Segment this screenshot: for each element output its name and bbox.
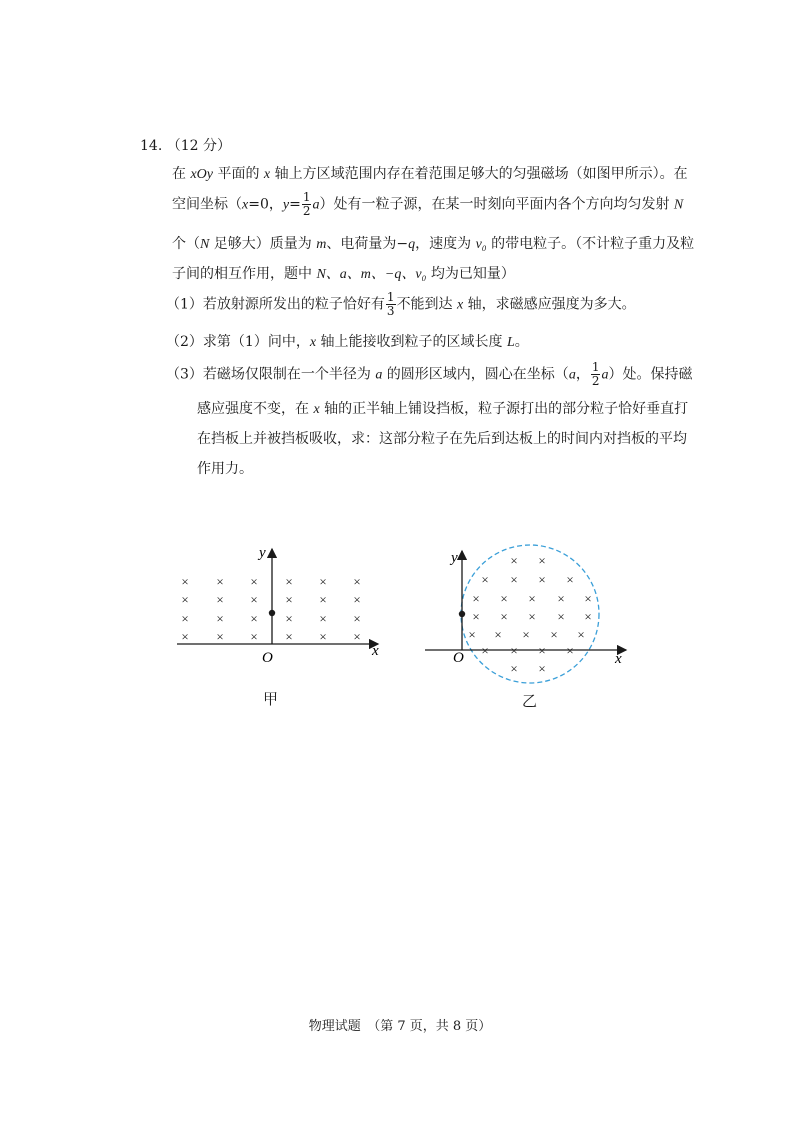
field-mark: ×	[353, 629, 361, 644]
stem-line-3: 个（N 足够大）质量为 m、电荷量为−q，速度为 v₀ 的带电粒子。（不计粒子重力及粒	[172, 236, 695, 252]
particle-source	[269, 610, 275, 616]
figure-jia	[170, 540, 390, 670]
x-axis-label: x	[615, 651, 622, 667]
figure-yi	[418, 540, 628, 700]
field-mark: ×	[216, 574, 224, 589]
particle-source	[459, 611, 465, 617]
field-mark: ×	[481, 572, 489, 587]
stem-line-1: 在 xOy 平面的 x 轴上方区域范围内存在着范围足够大的匀强磁场（如图甲所示）。在	[172, 166, 688, 182]
field-mark: ×	[584, 591, 592, 606]
field-mark: ×	[216, 592, 224, 607]
x-axis-label: x	[372, 643, 379, 659]
sub-question-3-line-3: 在挡板上并被挡板吸收，求：这部分粒子在先后到达板上的时间内对挡板的平均	[197, 431, 687, 447]
field-mark: ×	[510, 661, 518, 676]
field-mark: ×	[510, 643, 518, 658]
field-mark: ×	[285, 611, 293, 626]
field-mark: ×	[538, 643, 546, 658]
field-mark: ×	[285, 629, 293, 644]
page-footer: 物理试题 （第 7 页，共 8 页）	[308, 1019, 492, 1034]
stem-line-2: 空间坐标（x=0，y= $\frac{1}{2}$ a）处有一粒子源，在某一时刻向平面内各个方向均匀发射 N	[172, 190, 684, 218]
field-mark: ×	[468, 627, 476, 642]
field-mark: ×	[319, 629, 327, 644]
question-score: （12 分）	[166, 138, 231, 154]
sub-question-3-line-2: 感应强度不变，在 x 轴的正半轴上铺设挡板，粒子源打出的部分粒子恰好垂直打	[197, 401, 689, 417]
sub-question-3-line-4: 作用力。	[197, 461, 253, 477]
fraction-third: $\frac{1}{3}$	[386, 290, 395, 318]
field-mark: ×	[285, 574, 293, 589]
fraction-half-2: $\frac{1}{2}$	[591, 360, 600, 388]
sub-question-3: （3）若磁场仅限制在一个半径为 a 的圆形区域内，圆心在坐标（a， $\frac{1}{2}$ a）处。保持磁	[166, 360, 693, 388]
fraction-half: $\frac{1}{2}$	[302, 190, 311, 218]
field-mark: ×	[510, 572, 518, 587]
field-mark: ×	[494, 627, 502, 642]
field-mark: ×	[550, 627, 558, 642]
field-mark: ×	[577, 627, 585, 642]
origin-label: O	[453, 650, 464, 666]
field-mark: ×	[319, 592, 327, 607]
field-mark: ×	[538, 553, 546, 568]
field-mark: ×	[500, 591, 508, 606]
field-mark: ×	[557, 609, 565, 624]
field-mark: ×	[500, 609, 508, 624]
sub-question-2: （2）求第（1）问中，x 轴上能接收到粒子的区域长度 L。	[166, 334, 529, 350]
y-axis-label: y	[259, 545, 266, 561]
field-mark: ×	[528, 591, 536, 606]
sub-question-1: （1）若放射源所发出的粒子恰好有 $\frac{1}{3}$ 不能到达 x 轴，求磁感应强度为多大。	[166, 290, 636, 318]
field-mark: ×	[181, 574, 189, 589]
field-mark: ×	[181, 611, 189, 626]
field-marks	[181, 574, 360, 644]
field-mark: ×	[285, 592, 293, 607]
field-mark: ×	[353, 592, 361, 607]
field-marks	[468, 553, 591, 676]
field-mark: ×	[319, 574, 327, 589]
field-mark: ×	[584, 609, 592, 624]
caption-jia: 甲	[263, 690, 279, 708]
field-mark: ×	[250, 592, 258, 607]
question-number	[140, 135, 231, 155]
field-mark: ×	[557, 591, 565, 606]
field-mark: ×	[566, 643, 574, 658]
field-mark: ×	[216, 611, 224, 626]
field-mark: ×	[353, 611, 361, 626]
field-mark: ×	[528, 609, 536, 624]
origin-label: O	[262, 650, 273, 666]
field-mark: ×	[319, 611, 327, 626]
field-mark: ×	[472, 609, 480, 624]
caption-yi: 乙	[522, 692, 538, 710]
field-mark: ×	[481, 643, 489, 658]
stem-line-4: 子间的相互作用，题中 N、a、m、−q、v₀ 均为已知量）	[172, 266, 515, 282]
question-number-text: 14.	[140, 138, 163, 154]
field-mark: ×	[538, 572, 546, 587]
field-mark: ×	[538, 661, 546, 676]
field-mark: ×	[472, 591, 480, 606]
field-mark: ×	[216, 629, 224, 644]
field-mark: ×	[522, 627, 530, 642]
field-mark: ×	[566, 572, 574, 587]
field-mark: ×	[250, 629, 258, 644]
field-mark: ×	[510, 553, 518, 568]
field-mark: ×	[181, 592, 189, 607]
field-mark: ×	[181, 629, 189, 644]
y-axis-label: y	[451, 550, 458, 566]
field-mark: ×	[250, 611, 258, 626]
field-mark: ×	[250, 574, 258, 589]
field-mark: ×	[353, 574, 361, 589]
